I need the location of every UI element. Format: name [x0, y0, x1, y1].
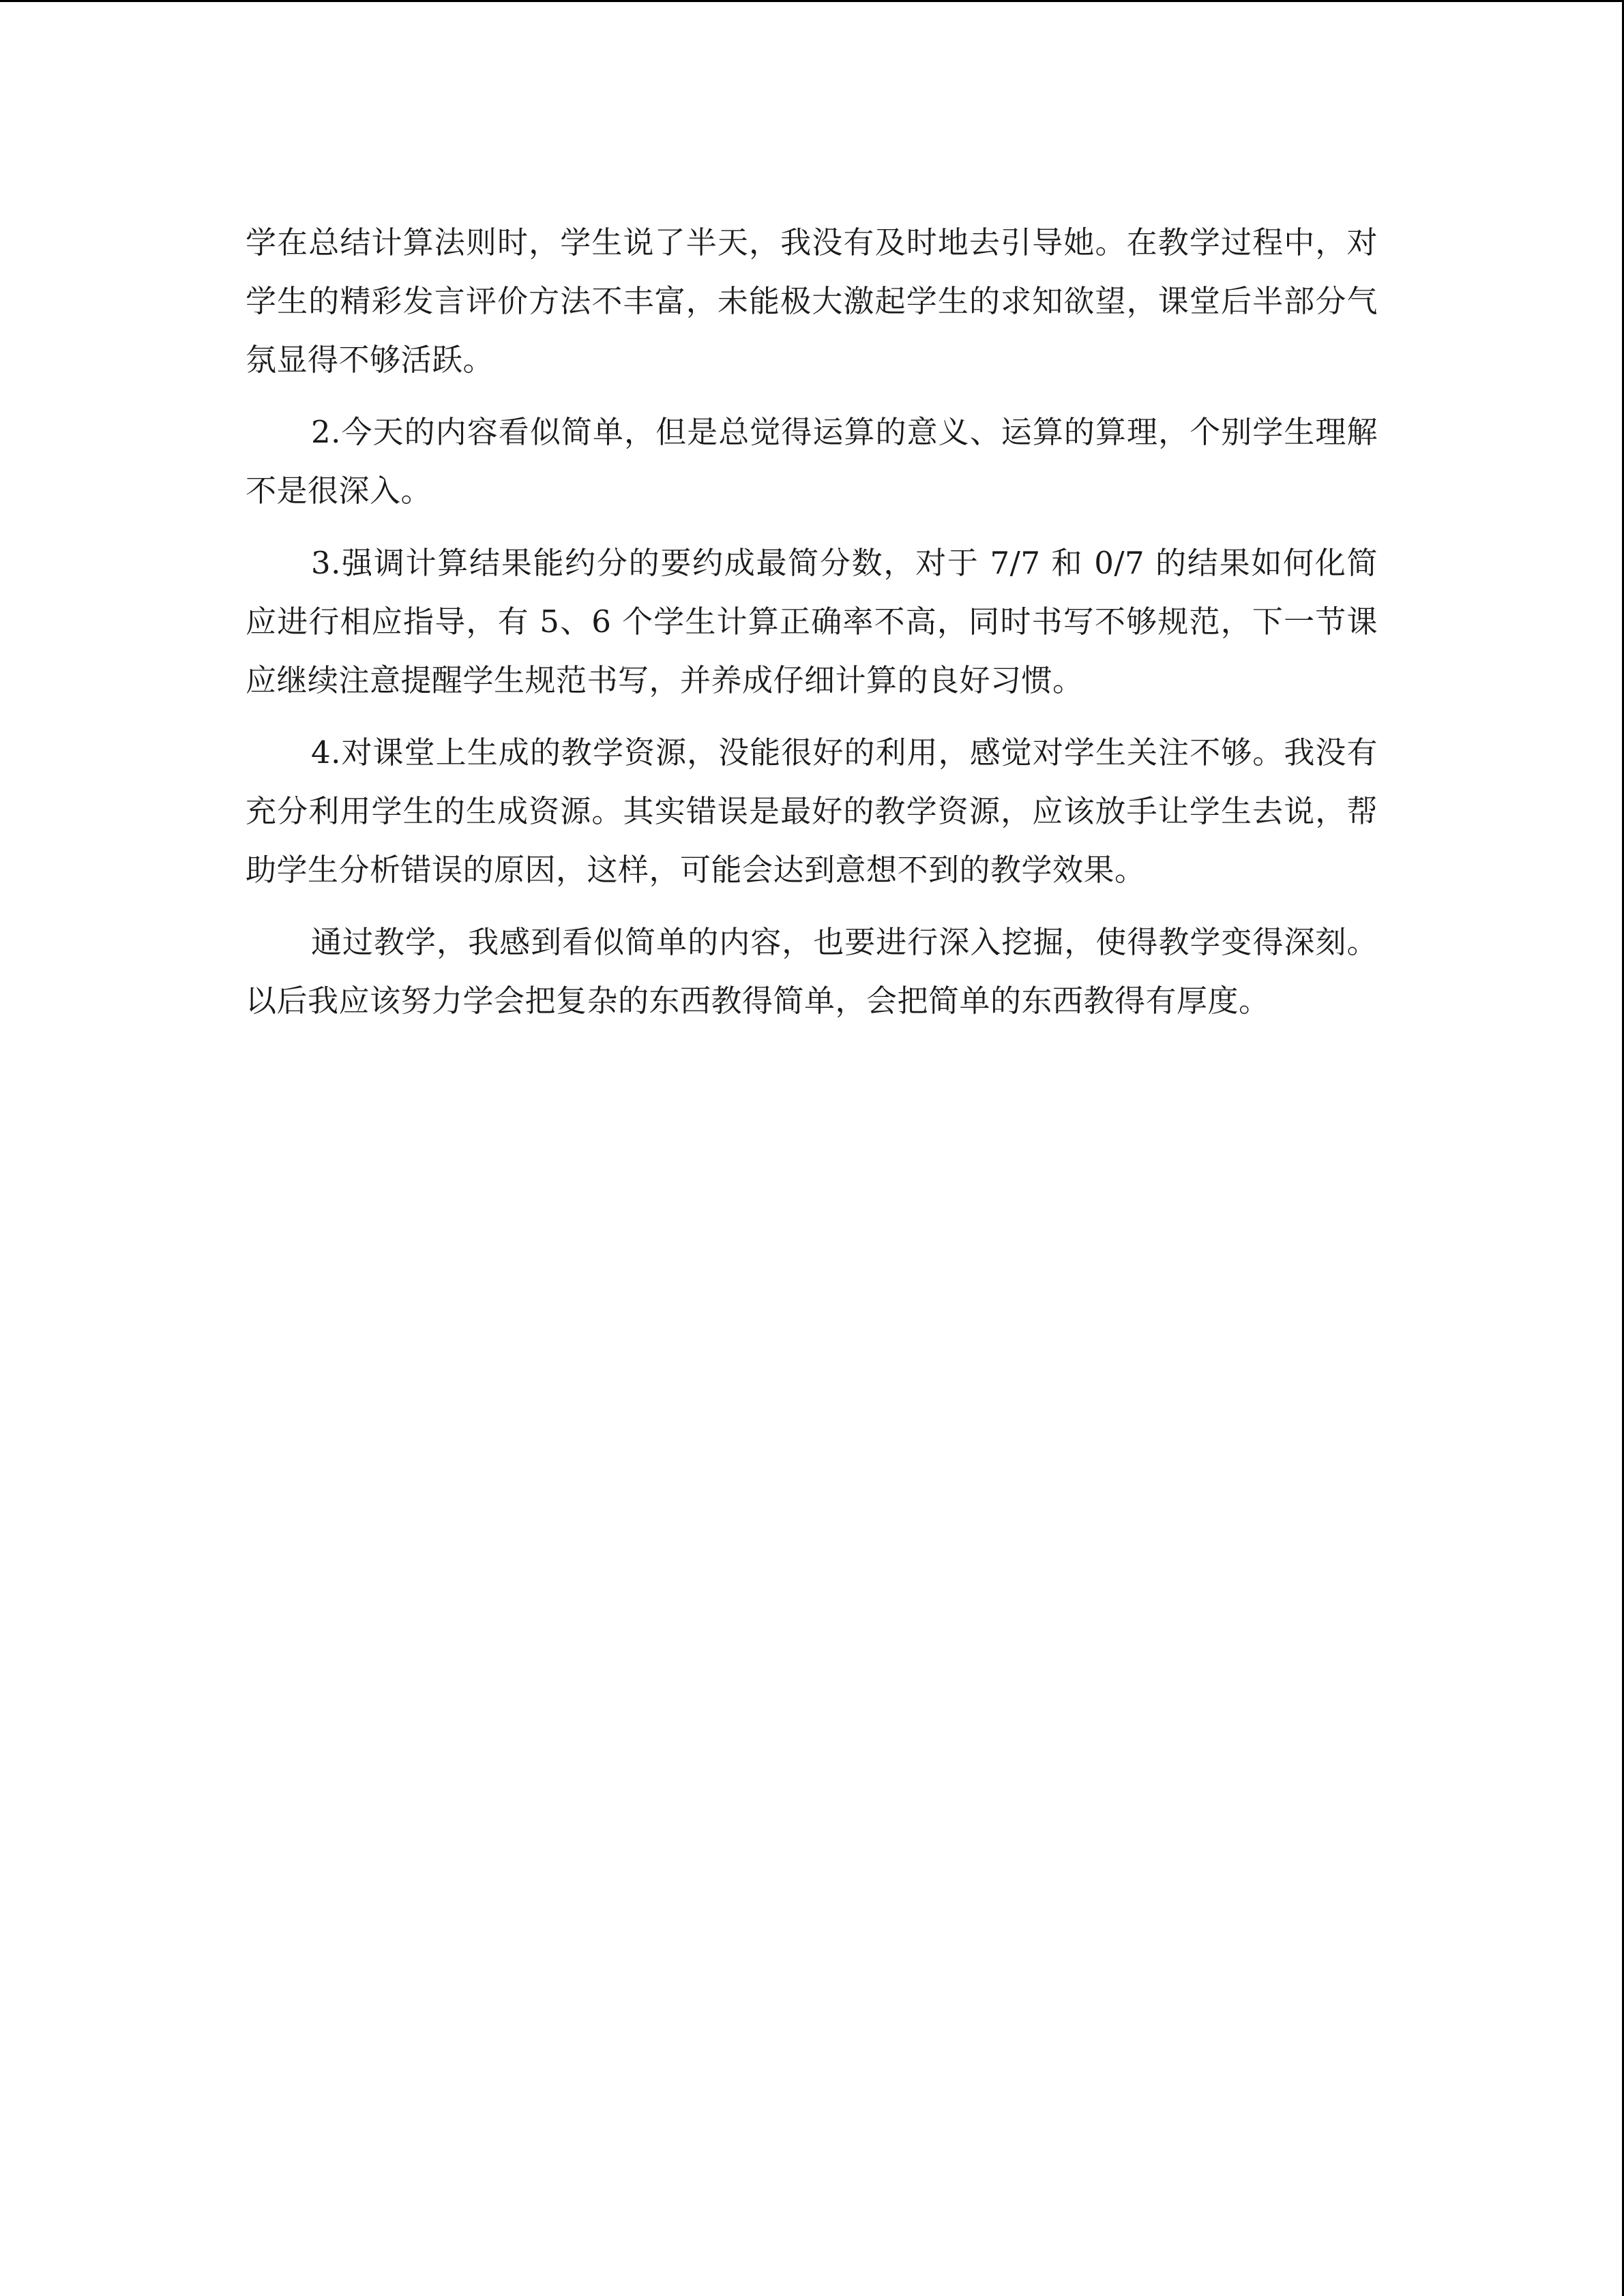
paragraph-item-4: 4.对课堂上生成的教学资源，没能很好的利用，感觉对学生关注不够。我没有充分利用学生的生成资源。其实错误是最好的教学资源，应该放手让学生去说，帮助学生分析错误的原因，这样，可能会达到意想不到的教学效果。: [246, 734, 1378, 888]
document-body: [246, 213, 1378, 1044]
paragraph-item-3: 3.强调计算结果能约分的要约成最简分数，对于 7/7 和 0/7 的结果如何化简应进行相应指导，有 5、6 个学生计算正确率不高，同时书写不够规范，下一节课应继续注意提醒学生规范书写，并养成仔细计算的良好习惯。: [246, 545, 1378, 698]
paragraph-continuation: 学在总结计算法则时，学生说了半天，我没有及时地去引导她。在教学过程中，对学生的精彩发言评价方法不丰富，未能极大激起学生的求知欲望，课堂后半部分气氛显得不够活跃。: [246, 224, 1378, 378]
paragraph-item-2: 2.今天的内容看似简单，但是总觉得运算的意义、运算的算理，个别学生理解不是很深入。: [246, 414, 1378, 509]
paragraph-conclusion: 通过教学，我感到看似简单的内容，也要进行深入挖掘，使得教学变得深刻。以后我应该努力学会把复杂的东西教得简单，会把简单的东西教得有厚度。: [246, 924, 1378, 1019]
